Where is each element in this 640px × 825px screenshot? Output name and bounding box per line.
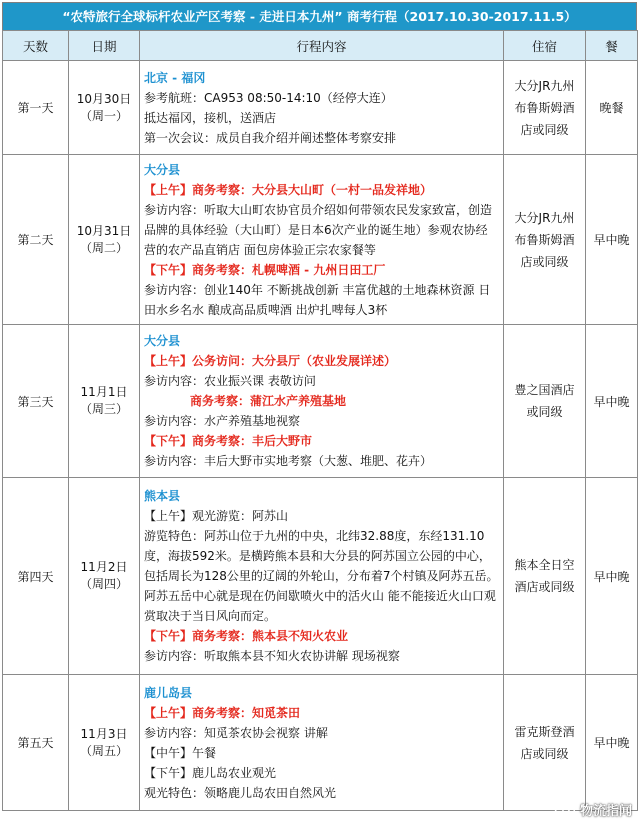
hotel-cell: 雷克斯登酒店或同级 [504, 675, 586, 811]
hotel-cell: 豊之国酒店或同级 [504, 325, 586, 478]
activity-detail: 参访内容：听取熊本县不知火农协讲解 现场视察 [144, 649, 400, 663]
activity-detail: 【上午】观光游览：阿苏山 [144, 509, 289, 523]
day-cell: 第五天 [3, 675, 69, 811]
day-cell: 第四天 [3, 478, 69, 675]
activity-detail: 抵达福冈，接机，送酒店 [144, 110, 277, 125]
date-cell [69, 675, 140, 811]
meal-cell: 早中晚 [586, 155, 638, 325]
date-text: 11月3日 [80, 726, 128, 741]
region-heading: 大分县 [144, 334, 181, 348]
header-meal: 餐 [586, 31, 638, 61]
region-heading: 鹿儿岛县 [144, 685, 193, 700]
weekday-text: （周一） [79, 108, 128, 123]
activity-detail: 参访内容：听取大山町农协官员介绍如何带领农民发家致富，创造品牌的具体经验（大山町）是日本6次产业的诞生地）参观农协经营的农产品直销店 面包房体验正宗农家餐等 [144, 202, 493, 257]
activity-heading: 【下午】商务考察：丰后大野市 [144, 434, 313, 448]
date-cell [69, 61, 140, 155]
activity-detail: 第一次会议：成员自我介绍并阐述整体考察安排 [144, 130, 397, 145]
table-row [3, 155, 638, 325]
watermark-text: 物流指闻 [579, 804, 632, 819]
meal-cell: 晚餐 [586, 61, 638, 155]
activity-heading: 【下午】商务考察：熊本县不知火农业 [144, 629, 349, 643]
meal-cell: 早中晚 [586, 325, 638, 478]
wechat-icon [554, 801, 576, 819]
hotel-cell: 熊本全日空酒店或同级 [504, 478, 586, 675]
activity-heading: 【上午】商务考察：大分县大山町（一村一品发祥地） [144, 182, 433, 197]
itinerary-document [2, 2, 637, 811]
activity-detail: 参访内容：创业140年 不断挑战创新 丰富优越的土地森林资源 日田水乡名水 酿成高品质啤酒 出炉扎啤每人3杯 [144, 282, 491, 317]
table-row [3, 478, 638, 675]
date-cell [69, 155, 140, 325]
activity-detail: 游览特色：阿苏山位于九州的中央，北纬32.88度，东经131.10度，海拔592米。是横跨熊本县和大分县的阿苏国立公园的中心，包括周长为128公里的辽阔的外轮山，分布着7个村镇及阿苏五岳。阿苏五岳中心就是现在仍间歇喷火中的活火山 能不能接近火山口观赏取决于当日风向而定。 [144, 529, 499, 623]
table-row [3, 325, 638, 478]
meal-cell: 早中晚 [586, 675, 638, 811]
table-row [3, 61, 638, 155]
content-cell [140, 155, 504, 325]
activity-detail: 【下午】鹿儿岛农业观光 [144, 765, 277, 780]
activity-detail: 参访内容：丰后大野市实地考察（大葱、堆肥、花卉） [144, 454, 433, 468]
header-date: 日期 [69, 31, 140, 61]
header-day: 天数 [3, 31, 69, 61]
itinerary-table [2, 30, 638, 811]
weekday-text: （周二） [79, 240, 128, 255]
activity-detail: 参访内容：水产养殖基地视察 [144, 414, 301, 428]
activity-detail: 观光特色：领略鹿儿岛农田自然风光 [144, 785, 337, 800]
region-heading: 熊本县 [144, 489, 181, 503]
activity-heading: 商务考察：蒲江水产养殖基地 [190, 394, 347, 408]
content-cell [140, 675, 504, 811]
hotel-cell: 大分JR九州布鲁斯姆酒店或同级 [504, 61, 586, 155]
weekday-text: （周四） [79, 577, 128, 591]
header-content: 行程内容 [140, 31, 504, 61]
activity-detail: 参访内容：知觅茶农协会视察 讲解 [144, 725, 328, 740]
header-hotel: 住宿 [504, 31, 586, 61]
region-heading: 北京 - 福冈 [144, 70, 206, 85]
activity-heading: 【上午】商务考察：知觅茶田 [144, 705, 301, 720]
activity-heading: 【上午】公务访问：大分县厅（农业发展详述） [144, 354, 397, 368]
table-header-row [3, 31, 638, 61]
date-cell [69, 325, 140, 478]
document-title: “农特旅行全球标杆农业产区考察 - 走进日本九州” 商考行程（2017.10.30-2017.11.5） [2, 2, 637, 30]
activity-heading: 【下午】商务考察：札幌啤酒 - 九州日田工厂 [144, 262, 386, 277]
date-cell [69, 478, 140, 675]
watermark [554, 800, 632, 819]
date-text: 10月30日 [76, 91, 132, 106]
day-cell: 第二天 [3, 155, 69, 325]
meal-cell: 早中晚 [586, 478, 638, 675]
activity-detail: 【中午】午餐 [144, 745, 217, 760]
day-cell: 第一天 [3, 61, 69, 155]
day-cell: 第三天 [3, 325, 69, 478]
date-text: 10月31日 [76, 223, 132, 238]
table-row [3, 675, 638, 811]
date-text: 11月2日 [80, 560, 128, 574]
date-text: 11月1日 [80, 385, 128, 399]
region-heading: 大分县 [144, 162, 181, 177]
weekday-text: （周五） [79, 743, 128, 758]
weekday-text: （周三） [79, 402, 128, 416]
content-cell [140, 61, 504, 155]
content-cell [140, 325, 504, 478]
activity-detail: 参访内容：农业振兴课 表敬访问 [144, 374, 316, 388]
activity-detail: 参考航班：CA953 08:50-14:10（经停大连） [144, 90, 393, 105]
hotel-cell: 大分JR九州布鲁斯姆酒店或同级 [504, 155, 586, 325]
content-cell [140, 478, 504, 675]
